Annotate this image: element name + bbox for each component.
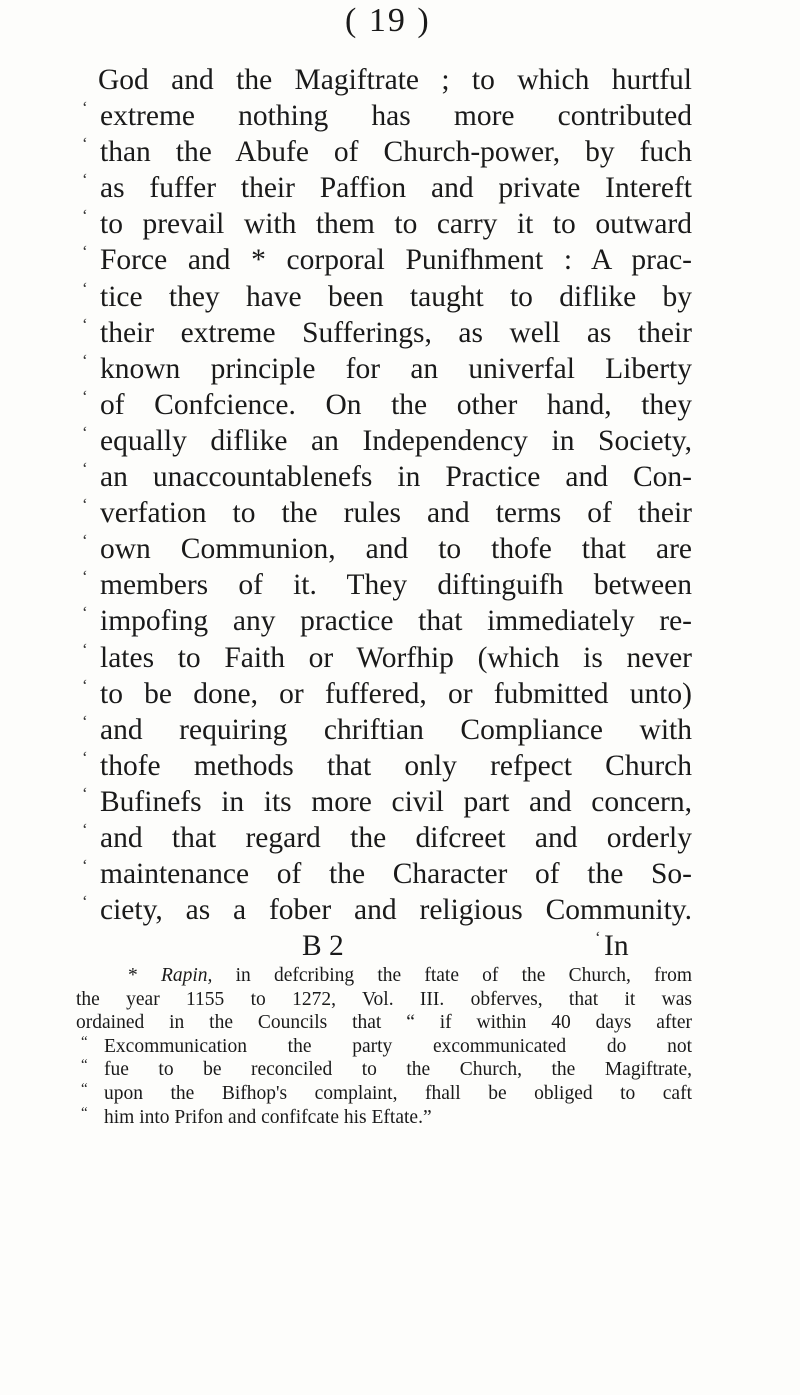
text-line: ‘ their extreme Sufferings, as well as their [0, 315, 800, 351]
text-line: ‘ and that regard the difcreet and orderly [0, 820, 800, 856]
footnote-marker: * [128, 965, 138, 986]
text-line: ‘ known principle for an univerfal Liberty [0, 351, 800, 387]
text-line: ‘ impofing any practice that immediately re- [0, 603, 800, 639]
text-line: ‘ to prevail with them to carry it to outward [0, 206, 800, 242]
footnote-line: the year 1155 to 1272, Vol. III. obferves, that it was [76, 988, 692, 1010]
quote-mark: ‘ [82, 675, 88, 695]
text-line: ‘ tice they have been taught to diflike by [0, 279, 800, 315]
text-line: ‘ lates to Faith or Worfhip (which is never [0, 640, 800, 676]
quote-mark: “ [81, 1057, 88, 1074]
footnote-line: “ him into Prifon and confifcate his Eftate.” [0, 1106, 800, 1130]
quote-mark: ‘ [82, 314, 88, 334]
quote-mark: ‘ [82, 639, 88, 659]
quote-mark: ‘ [82, 819, 88, 839]
quote-mark: ‘ [82, 495, 88, 515]
quote-mark: ‘ [82, 98, 88, 118]
quote-mark: ‘ [82, 892, 88, 912]
quote-mark: ‘ [82, 783, 88, 803]
quote-mark: ‘ [82, 531, 88, 551]
footnote [0, 964, 800, 1129]
footnote-line: * Rapin, in defcribing the ftate of the Church, from [128, 965, 693, 986]
text-line: ‘ extreme nothing has more contributed [0, 98, 800, 134]
quote-mark: “ [81, 1033, 88, 1050]
text-line: ‘ members of it. They diftinguifh between [0, 567, 800, 603]
footnote-line: ordained in the Councils that “ if within 40 days after [76, 1012, 692, 1034]
quote-mark: ‘ [82, 170, 88, 190]
text-line: ‘ Force and * corporal Punifhment : A prac- [0, 242, 800, 278]
text-line: ‘ ciety, as a fober and religious Community. [0, 892, 800, 928]
quote-mark: “ [81, 1080, 88, 1097]
text-line: ‘ maintenance of the Character of the So- [0, 856, 800, 892]
quote-mark: ‘ [82, 134, 88, 154]
footnote-author: Rapin, [160, 965, 213, 986]
quote-mark: ‘ [82, 242, 88, 262]
quote-mark: ‘ [82, 350, 88, 370]
quote-mark: ‘ [82, 206, 88, 226]
quote-mark: ‘ [595, 928, 601, 948]
text-line: ‘ of Confcience. On the other hand, they [0, 387, 800, 423]
footnote-line: “ upon the Bifhop's complaint, fhall be obliged to caft [0, 1082, 800, 1106]
footnote-line: “ Excommunication the party excommunicated do not [0, 1035, 800, 1059]
footnote-line: “ fue to be reconciled to the Church, the Magiftrate, [0, 1058, 800, 1082]
quote-mark: ‘ [82, 459, 88, 479]
text-line: ‘ own Communion, and to thofe that are [0, 531, 800, 567]
signature-mark: B 2 [302, 930, 344, 963]
text-line: ‘ equally diflike an Independency in Society, [0, 423, 800, 459]
quote-mark: ‘ [82, 747, 88, 767]
body-text [0, 62, 800, 964]
quote-mark: ‘ [82, 422, 88, 442]
quote-mark: ‘ [82, 711, 88, 731]
text-line: ‘ and requiring chriftian Compliance with [0, 712, 800, 748]
quote-mark: ‘ [82, 603, 88, 623]
quote-mark: ‘ [82, 567, 88, 587]
quote-mark: ‘ [82, 278, 88, 298]
text-line: ‘ thofe methods that only refpect Church [0, 748, 800, 784]
text-line: ‘ to be done, or fuffered, or fubmitted unto) [0, 676, 800, 712]
text-line: God and the Magiftrate ; to which hurtful [98, 64, 692, 96]
text-line: ‘ Bufinefs in its more civil part and concern, [0, 784, 800, 820]
page-number: ( 19 ) [345, 2, 431, 39]
quote-mark: ‘ [82, 856, 88, 876]
text-line: ‘ verfation to the rules and terms of their [0, 495, 800, 531]
text-line: ‘ as fuffer their Paffion and private Intereft [0, 170, 800, 206]
text-line: ‘ an unaccountablenefs in Practice and Con- [0, 459, 800, 495]
quote-mark: “ [81, 1104, 88, 1121]
text-line: ‘ than the Abufe of Church-power, by fuch [0, 134, 800, 170]
quote-mark: ‘ [82, 386, 88, 406]
catchword: In [604, 930, 629, 963]
signature-line [0, 928, 800, 964]
